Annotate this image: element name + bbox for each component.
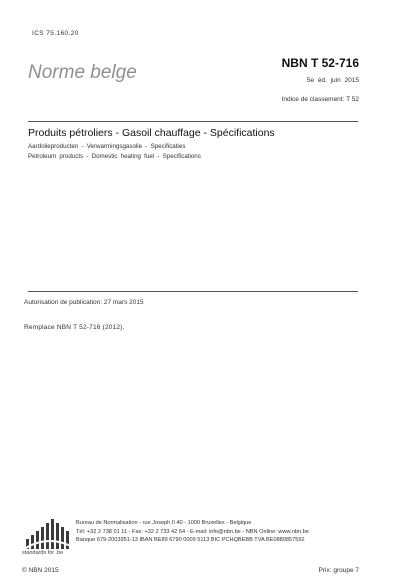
replaces-note: Remplace NBN T 52-716 (2012). [24, 324, 125, 331]
title-french: Produits pétroliers - Gasoil chauffage - Spécifications [28, 127, 275, 139]
divider [28, 291, 358, 292]
footer-address: Bureau de Normalisation - rue Joseph II 40 - 1000 Bruxelles - Belgique [76, 520, 252, 526]
ics-code: ICS 75.160.20 [32, 30, 79, 37]
edition-date: 5e éd. juin 2015 [306, 77, 359, 84]
title-dutch: Aardolieproducten - Verwarmingsgasolie - Specificaties [28, 143, 186, 150]
price-group: Prix: groupe 7 [318, 567, 359, 574]
publication-authorization: Autorisation de publication: 27 mars 2015 [24, 299, 144, 306]
footer-contact: Tél: +32 2 738 01 11 - Fax: +32 2 733 42 64 - E-mail: info@nbn.be - NBN Online: www.nbn.be [76, 528, 309, 535]
brand-title: Norme belge [28, 62, 137, 83]
divider [28, 121, 358, 122]
classification-index: Indice de classement: T 52 [281, 96, 359, 103]
title-english: Petroleum products - Domestic heating fuel - Specifications [28, 153, 201, 160]
document-number: NBN T 52-716 [281, 56, 359, 70]
footer-address-block [76, 519, 309, 545]
logo-tagline: standards for .be [22, 550, 64, 556]
copyright: © NBN 2015 [22, 567, 59, 574]
footer-bank: Banque 679-2003951-13 IBAN BE89 6790 0009 5113 BIC PCHQBEBB TVA BE0880857592 [76, 537, 305, 543]
